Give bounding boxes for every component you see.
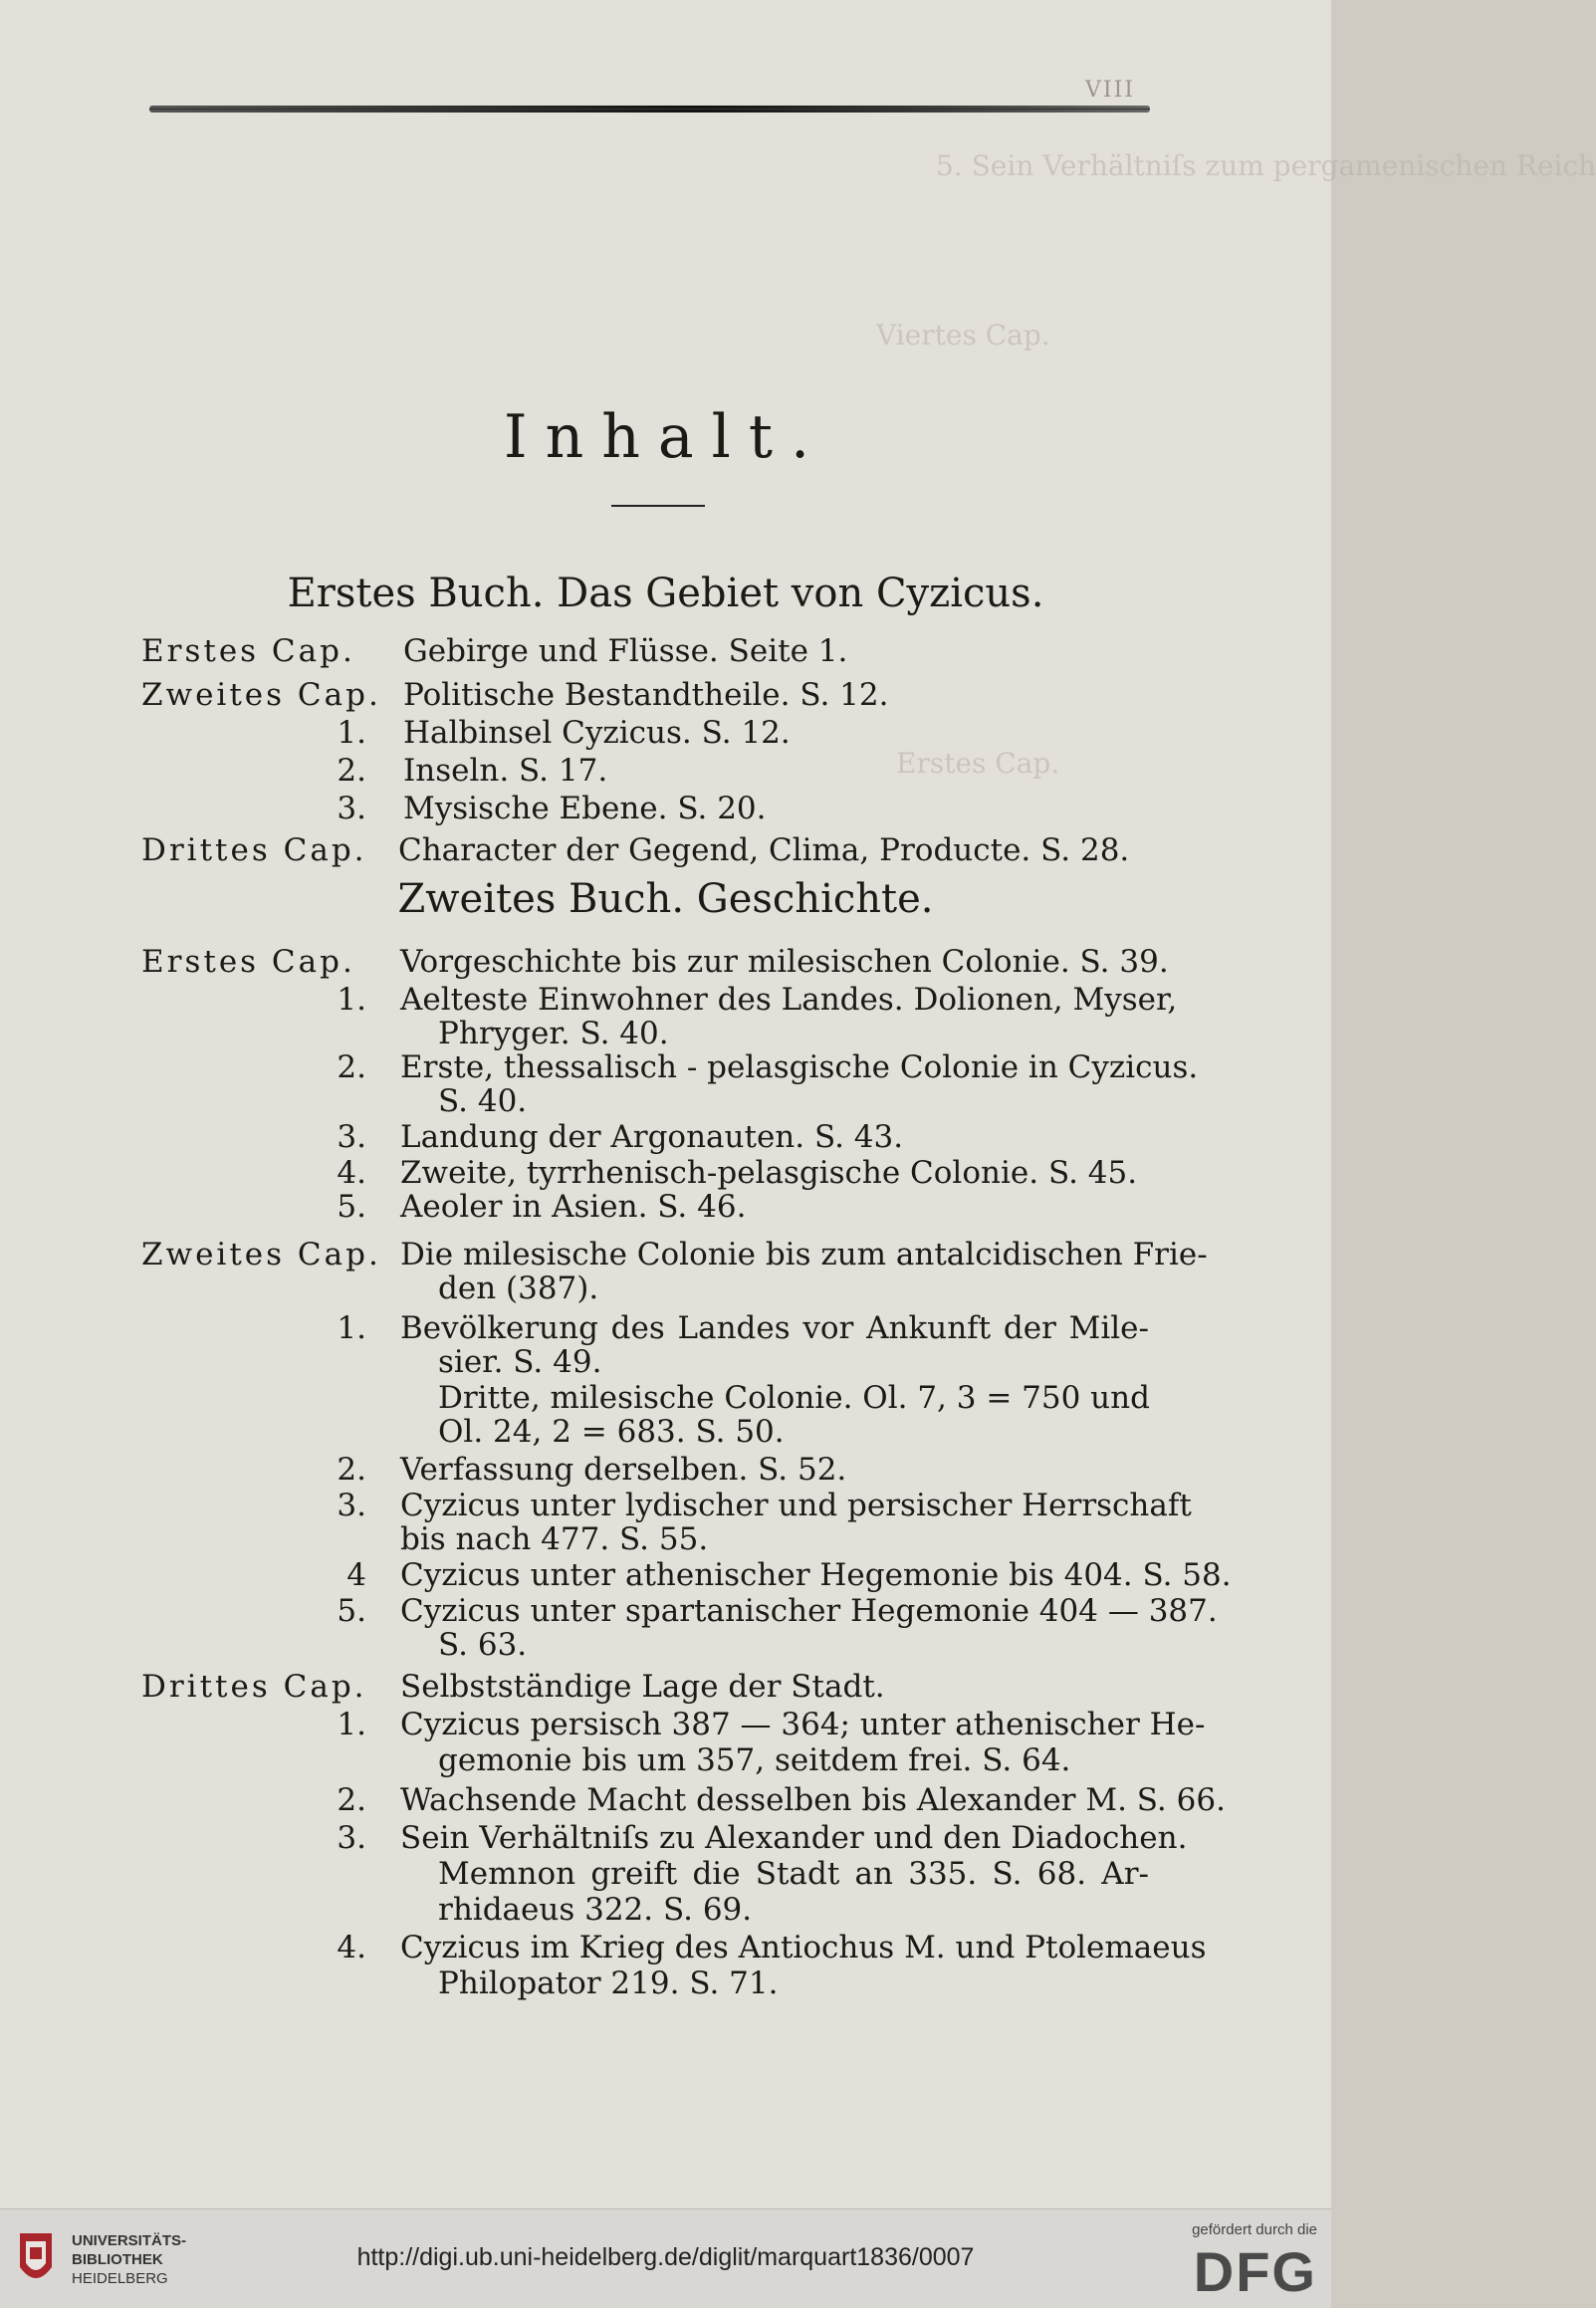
section-title: Cyzicus unter spartanischer Hegemonie 404 — 387. xyxy=(400,1593,1218,1629)
section-number: 3. xyxy=(337,791,366,826)
section-title: Halbinsel Cyzicus. S. 12. xyxy=(403,715,791,751)
chapter-title: Character der Gegend, Clima, Producte. S. 28. xyxy=(398,832,1130,868)
chapter-label: Zweites Cap. xyxy=(141,1237,381,1272)
section-title-cont: Philopator 219. S. 71. xyxy=(438,1965,779,2001)
dfg-logo: DFG xyxy=(1193,2240,1317,2303)
book-title-2: Zweites Buch. Geschichte. xyxy=(397,876,934,922)
section-number: 3. xyxy=(337,1119,366,1155)
section-title: Landung der Argonauten. S. 43. xyxy=(400,1119,904,1155)
section-title: Zweite, tyrrhenisch-pelasgische Colonie. S. 45. xyxy=(400,1155,1138,1191)
chapter-title: Die milesische Colonie bis zum antalcidischen Frie- xyxy=(400,1237,1208,1272)
section-title: Aeoler in Asien. S. 46. xyxy=(400,1189,747,1225)
bleed-through: Viertes Cap. xyxy=(876,319,1050,351)
section-number: 3. xyxy=(337,1820,366,1856)
section-title: Sein Verhältniſs zu Alexander und den Diadochen. xyxy=(400,1820,1188,1856)
chapter-title: Politische Bestandtheile. S. 12. xyxy=(403,677,889,713)
library-name-line: BIBLIOTHEK xyxy=(72,2251,163,2268)
chapter-label: Erstes Cap. xyxy=(141,944,355,980)
section-number: 1. xyxy=(337,1310,366,1346)
section-number: 4. xyxy=(337,1930,366,1965)
chapter-label: Erstes Cap. xyxy=(141,633,355,669)
section-number: 5. xyxy=(337,1593,366,1629)
chapter-title: Vorgeschichte bis zur milesischen Colonie. S. 39. xyxy=(400,944,1169,980)
section-number: 2. xyxy=(337,1452,366,1488)
section-title-cont: S. 40. xyxy=(438,1083,528,1119)
section-title-cont: gemonie bis um 357, seitdem frei. S. 64. xyxy=(438,1742,1071,1778)
funding-label: gefördert durch die xyxy=(1192,2221,1317,2238)
section-number: 3. xyxy=(337,1488,366,1523)
section-title: Erste, thessalisch - pelasgische Colonie in Cyzicus. xyxy=(400,1049,1199,1085)
section-title-cont: S. 63. xyxy=(438,1627,528,1663)
section-title: Cyzicus unter athenischer Hegemonie bis 404. S. 58. xyxy=(400,1557,1232,1593)
viewer-footer xyxy=(0,2208,1331,2308)
section-number: 1. xyxy=(337,1707,366,1742)
title-rule xyxy=(611,505,705,507)
bleed-through: 5. Sein Verhältniſs zum pergamenischen Reich xyxy=(936,149,1596,182)
section-title-cont: sier. S. 49. xyxy=(438,1344,602,1380)
section-title: Dritte, milesische Colonie. Ol. 7, 3 = 750 und xyxy=(438,1380,1150,1416)
section-number: 4. xyxy=(337,1155,366,1191)
library-name-line: UNIVERSITÄTS- xyxy=(72,2232,187,2249)
section-number: 4 xyxy=(346,1557,366,1593)
book-title-1: Erstes Buch. Das Gebiet von Cyzicus. xyxy=(287,571,1044,616)
section-title-cont: bis nach 477. S. 55. xyxy=(400,1521,709,1557)
section-number: 2. xyxy=(337,753,366,789)
section-title: Cyzicus persisch 387 — 364; unter athenischer He- xyxy=(400,1707,1206,1742)
section-number: 1. xyxy=(337,982,366,1018)
page-title: Inhalt. xyxy=(503,402,828,472)
chapter-title: Selbstständige Lage der Stadt. xyxy=(400,1669,885,1705)
source-url-link[interactable]: http://digi.ub.uni-heidelberg.de/diglit/marquart1836/0007 xyxy=(356,2243,975,2271)
chapter-title: Gebirge und Flüsse. Seite 1. xyxy=(403,633,848,669)
section-title: Cyzicus unter lydischer und persischer Herrschaft xyxy=(400,1488,1192,1523)
section-title: Bevölkerung des Landes vor Ankunft der Mile- xyxy=(400,1310,1149,1346)
section-title-cont: Memnon greift die Stadt an 335. S. 68. Ar- xyxy=(438,1856,1149,1892)
section-number: 5. xyxy=(337,1189,366,1225)
library-name-line: HEIDELBERG xyxy=(72,2270,168,2287)
section-title-cont: Phryger. S. 40. xyxy=(438,1016,669,1051)
section-title: Wachsende Macht desselben bis Alexander M. S. 66. xyxy=(400,1782,1226,1818)
section-title-cont: Ol. 24, 2 = 683. S. 50. xyxy=(438,1414,785,1450)
bleed-through: Erstes Cap. xyxy=(896,747,1060,780)
section-title: Mysische Ebene. S. 20. xyxy=(403,791,767,826)
section-number: 1. xyxy=(337,715,366,751)
section-number: 2. xyxy=(337,1049,366,1085)
chapter-title-cont: den (387). xyxy=(438,1270,599,1306)
section-title: Verfassung derselben. S. 52. xyxy=(400,1452,847,1488)
chapter-label: Drittes Cap. xyxy=(141,1669,367,1705)
section-title: Aelteste Einwohner des Landes. Dolionen, Myser, xyxy=(400,982,1178,1018)
page-number: VIII xyxy=(1085,78,1135,103)
section-title-cont: rhidaeus 322. S. 69. xyxy=(438,1892,753,1928)
chapter-label: Zweites Cap. xyxy=(141,677,381,713)
section-title: Inseln. S. 17. xyxy=(403,753,608,789)
chapter-label: Drittes Cap. xyxy=(141,832,367,868)
section-title: Cyzicus im Krieg des Antiochus M. und Ptolemaeus xyxy=(400,1930,1207,1965)
section-number: 2. xyxy=(337,1782,366,1818)
header-rule xyxy=(149,106,1150,113)
